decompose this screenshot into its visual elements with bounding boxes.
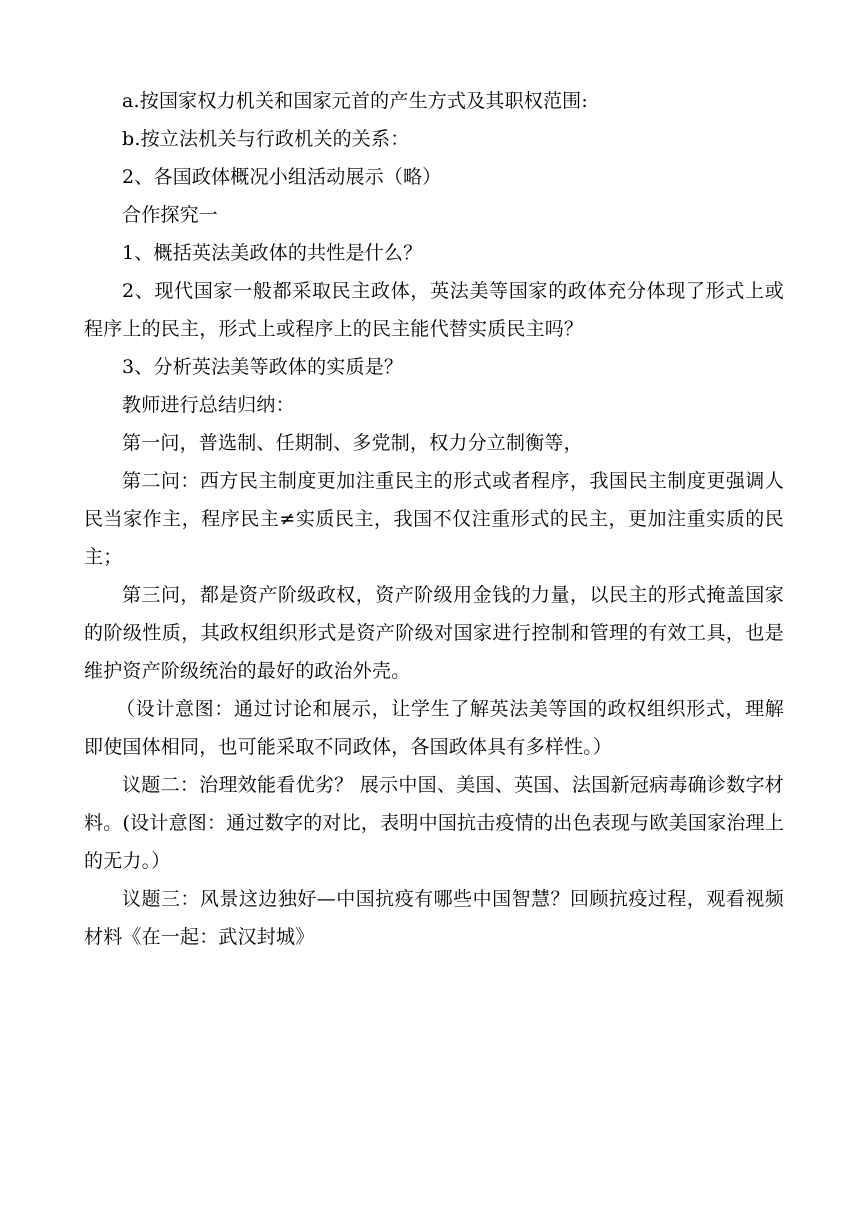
paragraph-group-activity: 2、各国政体概况小组活动展示（略） bbox=[122, 166, 442, 188]
paragraph-question-3: 3、分析英法美等政体的实质是？ bbox=[122, 356, 404, 378]
paragraph-question-1: 1、概括英法美政体的共性是什么？ bbox=[122, 242, 423, 264]
paragraph-topic-3: 议题三：风景这边独好—中国抗疫有哪些中国智慧？回顾抗疫过程，观看视频材料《在一起：武汉封城》 bbox=[84, 888, 784, 948]
paragraph-answer-2: 第二问：西方民主制度更加注重民主的形式或者程序，我国民主制度更强调人民当家作主，程序民主≠实质民主，我国不仅注重形式的民主，更加注重实质的民主； bbox=[84, 470, 784, 568]
paragraph-classification-a: a.按国家权力机关和国家元首的产生方式及其职权范围: bbox=[122, 90, 588, 112]
paragraph-classification-b: b.按立法机关与行政机关的关系： bbox=[122, 128, 410, 150]
document-body bbox=[84, 82, 784, 956]
paragraph-cooperative-inquiry-heading: 合作探究一 bbox=[122, 204, 219, 226]
paragraph-teacher-summary-heading: 教师进行总结归纳： bbox=[122, 394, 295, 416]
paragraph-answer-1: 第一问，普选制、任期制、多党制，权力分立制衡等， bbox=[122, 432, 583, 454]
paragraph-answer-3: 第三问，都是资产阶级政权，资产阶级用金钱的力量，以民主的形式掩盖国家的阶级性质，其政权组织形式是资产阶级对国家进行控制和管理的有效工具，也是维护资产阶级统治的最好的政治外壳。 bbox=[84, 584, 784, 682]
paragraph-topic-2: 议题二：治理效能看优劣？ 展示中国、美国、英国、法国新冠病毒确诊数字材料。(设计意图：通过数字的对比，表明中国抗击疫情的出色表现与欧美国家治理上的无力。） bbox=[84, 774, 784, 872]
paragraph-design-intent: （设计意图：通过讨论和展示，让学生了解英法美等国的政权组织形式，理解即使国体相同，也可能采取不同政体，各国政体具有多样性。） bbox=[84, 698, 784, 758]
paragraph-question-2: 2、现代国家一般都采取民主政体，英法美等国家的政体充分体现了形式上或程序上的民主，形式上或程序上的民主能代替实质民主吗？ bbox=[84, 280, 784, 340]
